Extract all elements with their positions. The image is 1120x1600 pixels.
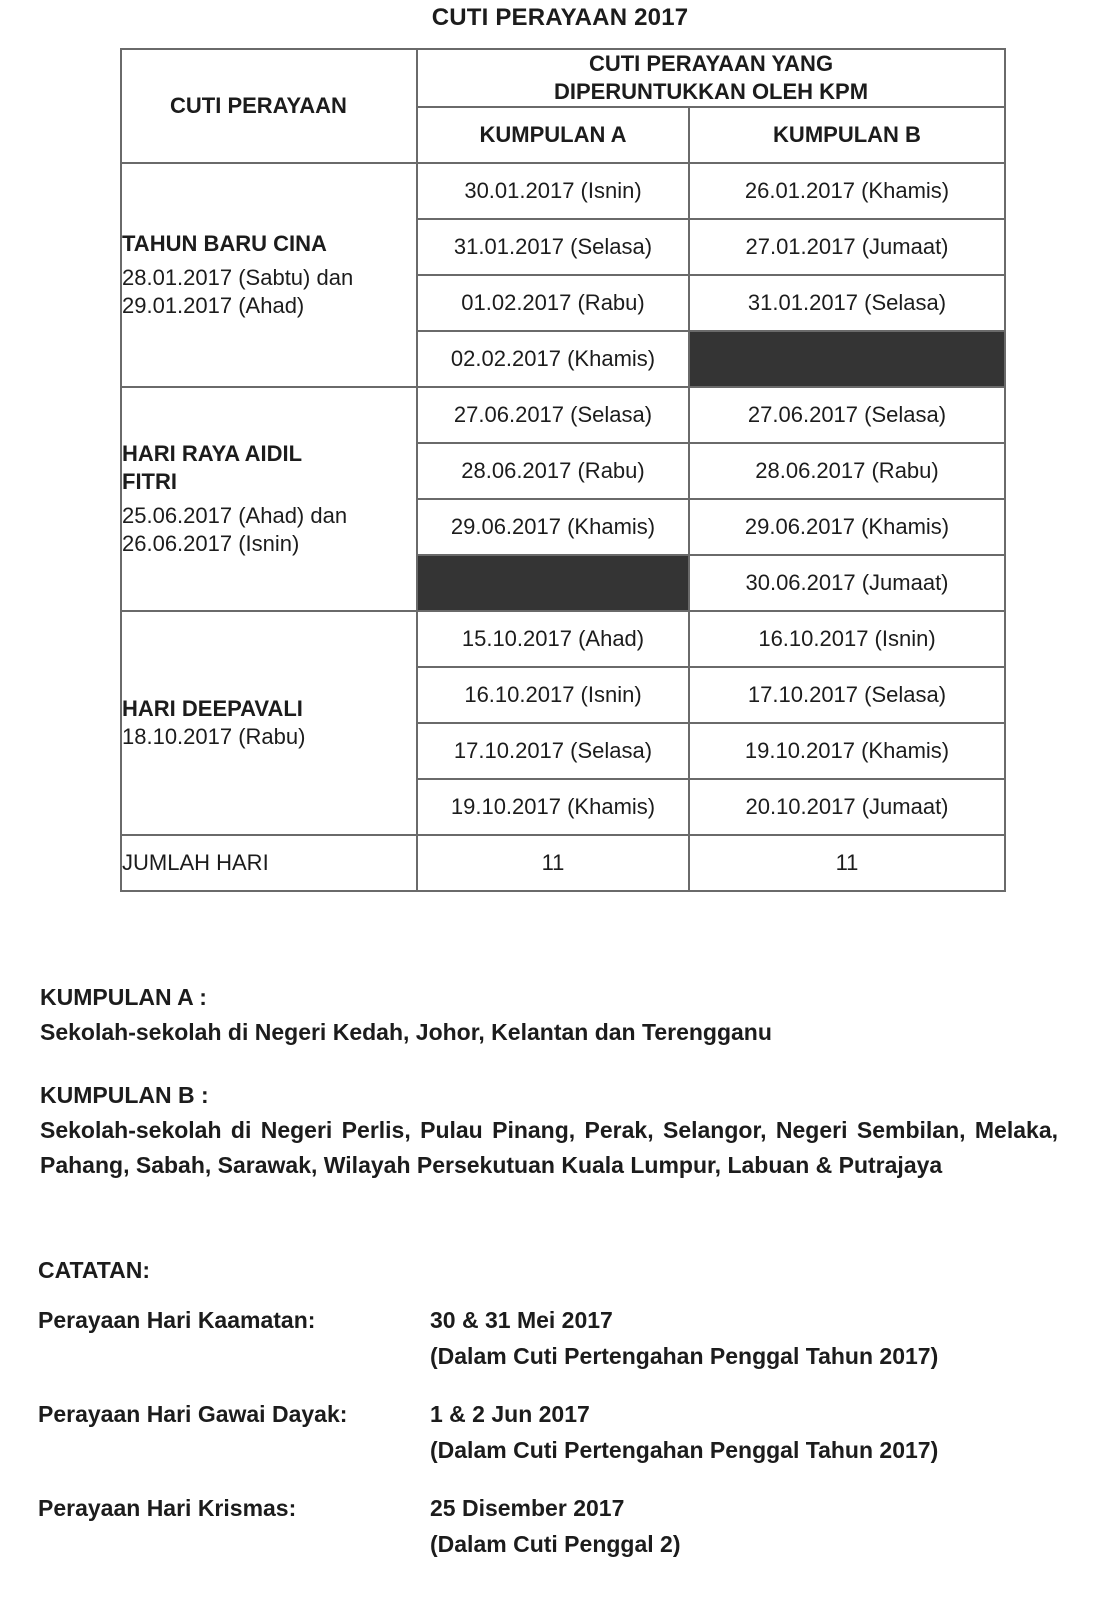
note-detail: (Dalam Cuti Penggal 2) [430, 1531, 681, 1557]
page-title: CUTI PERAYAAN 2017 [431, 4, 689, 31]
note-label: Perayaan Hari Kaamatan: [38, 1307, 316, 1333]
note-item [38, 1490, 1078, 1562]
group-a-date: 17.10.2017 (Selasa) [417, 723, 689, 779]
festival-dates [122, 264, 416, 320]
group-b-date: 28.06.2017 (Rabu) [689, 443, 1005, 499]
festival-name-line: HARI RAYA AIDIL [122, 441, 303, 466]
group-a-section [40, 980, 1080, 1050]
group-b-date: 20.10.2017 (Jumaat) [689, 779, 1005, 835]
festival-name: HARI DEEPAVALI [122, 696, 303, 721]
total-row [121, 835, 1005, 891]
notes-section [38, 1252, 1078, 1584]
group-b-date: 27.01.2017 (Jumaat) [689, 219, 1005, 275]
group-a-date: 29.06.2017 (Khamis) [417, 499, 689, 555]
note-item [38, 1396, 1078, 1468]
notes-label: CATATAN: [38, 1257, 150, 1283]
group-a-date: 28.06.2017 (Rabu) [417, 443, 689, 499]
note-value [430, 1490, 680, 1562]
note-detail: (Dalam Cuti Pertengahan Penggal Tahun 2017) [430, 1343, 939, 1369]
group-a-date: 15.10.2017 (Ahad) [417, 611, 689, 667]
festival-name-line: FITRI [122, 469, 177, 494]
note-value [430, 1396, 938, 1468]
group-b-section [40, 1078, 1058, 1183]
group-b-date: 19.10.2017 (Khamis) [689, 723, 1005, 779]
group-b-date: 30.06.2017 (Jumaat) [689, 555, 1005, 611]
group-b-date: 16.10.2017 (Isnin) [689, 611, 1005, 667]
festival-dates: 18.10.2017 (Rabu) [122, 724, 306, 749]
header-allocated [417, 49, 1005, 107]
group-a-date: 16.10.2017 (Isnin) [417, 667, 689, 723]
table-row [121, 387, 1005, 443]
holiday-table [120, 48, 1006, 892]
group-b-text: Sekolah-sekolah di Negeri Perlis, Pulau Pinang, Perak, Selangor, Negeri Sembilan, Melaka, Pahang, Sabah, Sarawak, Wilayah Persekutuan Kuala Lumpur, Labuan & Putrajaya [40, 1117, 1058, 1178]
note-date: 25 Disember 2017 [430, 1495, 625, 1521]
note-label: Perayaan Hari Gawai Dayak: [38, 1401, 348, 1427]
festival-name [122, 440, 416, 496]
note-label: Perayaan Hari Krismas: [38, 1495, 297, 1521]
group-a-date: 19.10.2017 (Khamis) [417, 779, 689, 835]
group-b-date: 26.01.2017 (Khamis) [689, 163, 1005, 219]
festival-date-line: 25.06.2017 (Ahad) dan [122, 503, 348, 528]
festival-date-line: 26.06.2017 (Isnin) [122, 531, 300, 556]
header-allocated-line2: DIPERUNTUKKAN OLEH KPM [553, 79, 869, 104]
note-item [38, 1302, 1078, 1374]
group-a-date: 02.02.2017 (Khamis) [417, 331, 689, 387]
group-a-date: 01.02.2017 (Rabu) [417, 275, 689, 331]
festival-dates [122, 502, 416, 558]
header-allocated-line1: CUTI PERAYAAN YANG [588, 51, 834, 76]
group-b-date: 31.01.2017 (Selasa) [689, 275, 1005, 331]
festival-cell-aidilfitri [121, 387, 417, 611]
note-date: 30 & 31 Mei 2017 [430, 1307, 613, 1333]
table-row [121, 163, 1005, 219]
group-b-date: 29.06.2017 (Khamis) [689, 499, 1005, 555]
group-b-label: KUMPULAN B : [40, 1082, 209, 1108]
note-detail: (Dalam Cuti Pertengahan Penggal Tahun 2017) [430, 1437, 939, 1463]
total-group-a: 11 [417, 835, 689, 891]
festival-cell-cny [121, 163, 417, 387]
group-b-date: 27.06.2017 (Selasa) [689, 387, 1005, 443]
blank-cell-shaded [689, 331, 1005, 387]
blank-cell-shaded [417, 555, 689, 611]
group-b-date: 17.10.2017 (Selasa) [689, 667, 1005, 723]
festival-date-line: 28.01.2017 (Sabtu) dan [122, 265, 354, 290]
header-festival: CUTI PERAYAAN [121, 49, 417, 163]
group-a-date: 30.01.2017 (Isnin) [417, 163, 689, 219]
note-date: 1 & 2 Jun 2017 [430, 1401, 590, 1427]
group-a-date: 31.01.2017 (Selasa) [417, 219, 689, 275]
festival-cell-deepavali [121, 611, 417, 835]
total-group-b: 11 [689, 835, 1005, 891]
table-row [121, 611, 1005, 667]
group-a-label: KUMPULAN A : [40, 984, 207, 1010]
festival-name: TAHUN BARU CINA [122, 231, 327, 256]
total-label: JUMLAH HARI [121, 835, 417, 891]
header-group-a: KUMPULAN A [417, 107, 689, 163]
group-a-text: Sekolah-sekolah di Negeri Kedah, Johor, Kelantan dan Terengganu [40, 1019, 772, 1045]
note-value [430, 1302, 938, 1374]
header-group-b: KUMPULAN B [689, 107, 1005, 163]
festival-date-line: 29.01.2017 (Ahad) [122, 293, 305, 318]
group-a-date: 27.06.2017 (Selasa) [417, 387, 689, 443]
